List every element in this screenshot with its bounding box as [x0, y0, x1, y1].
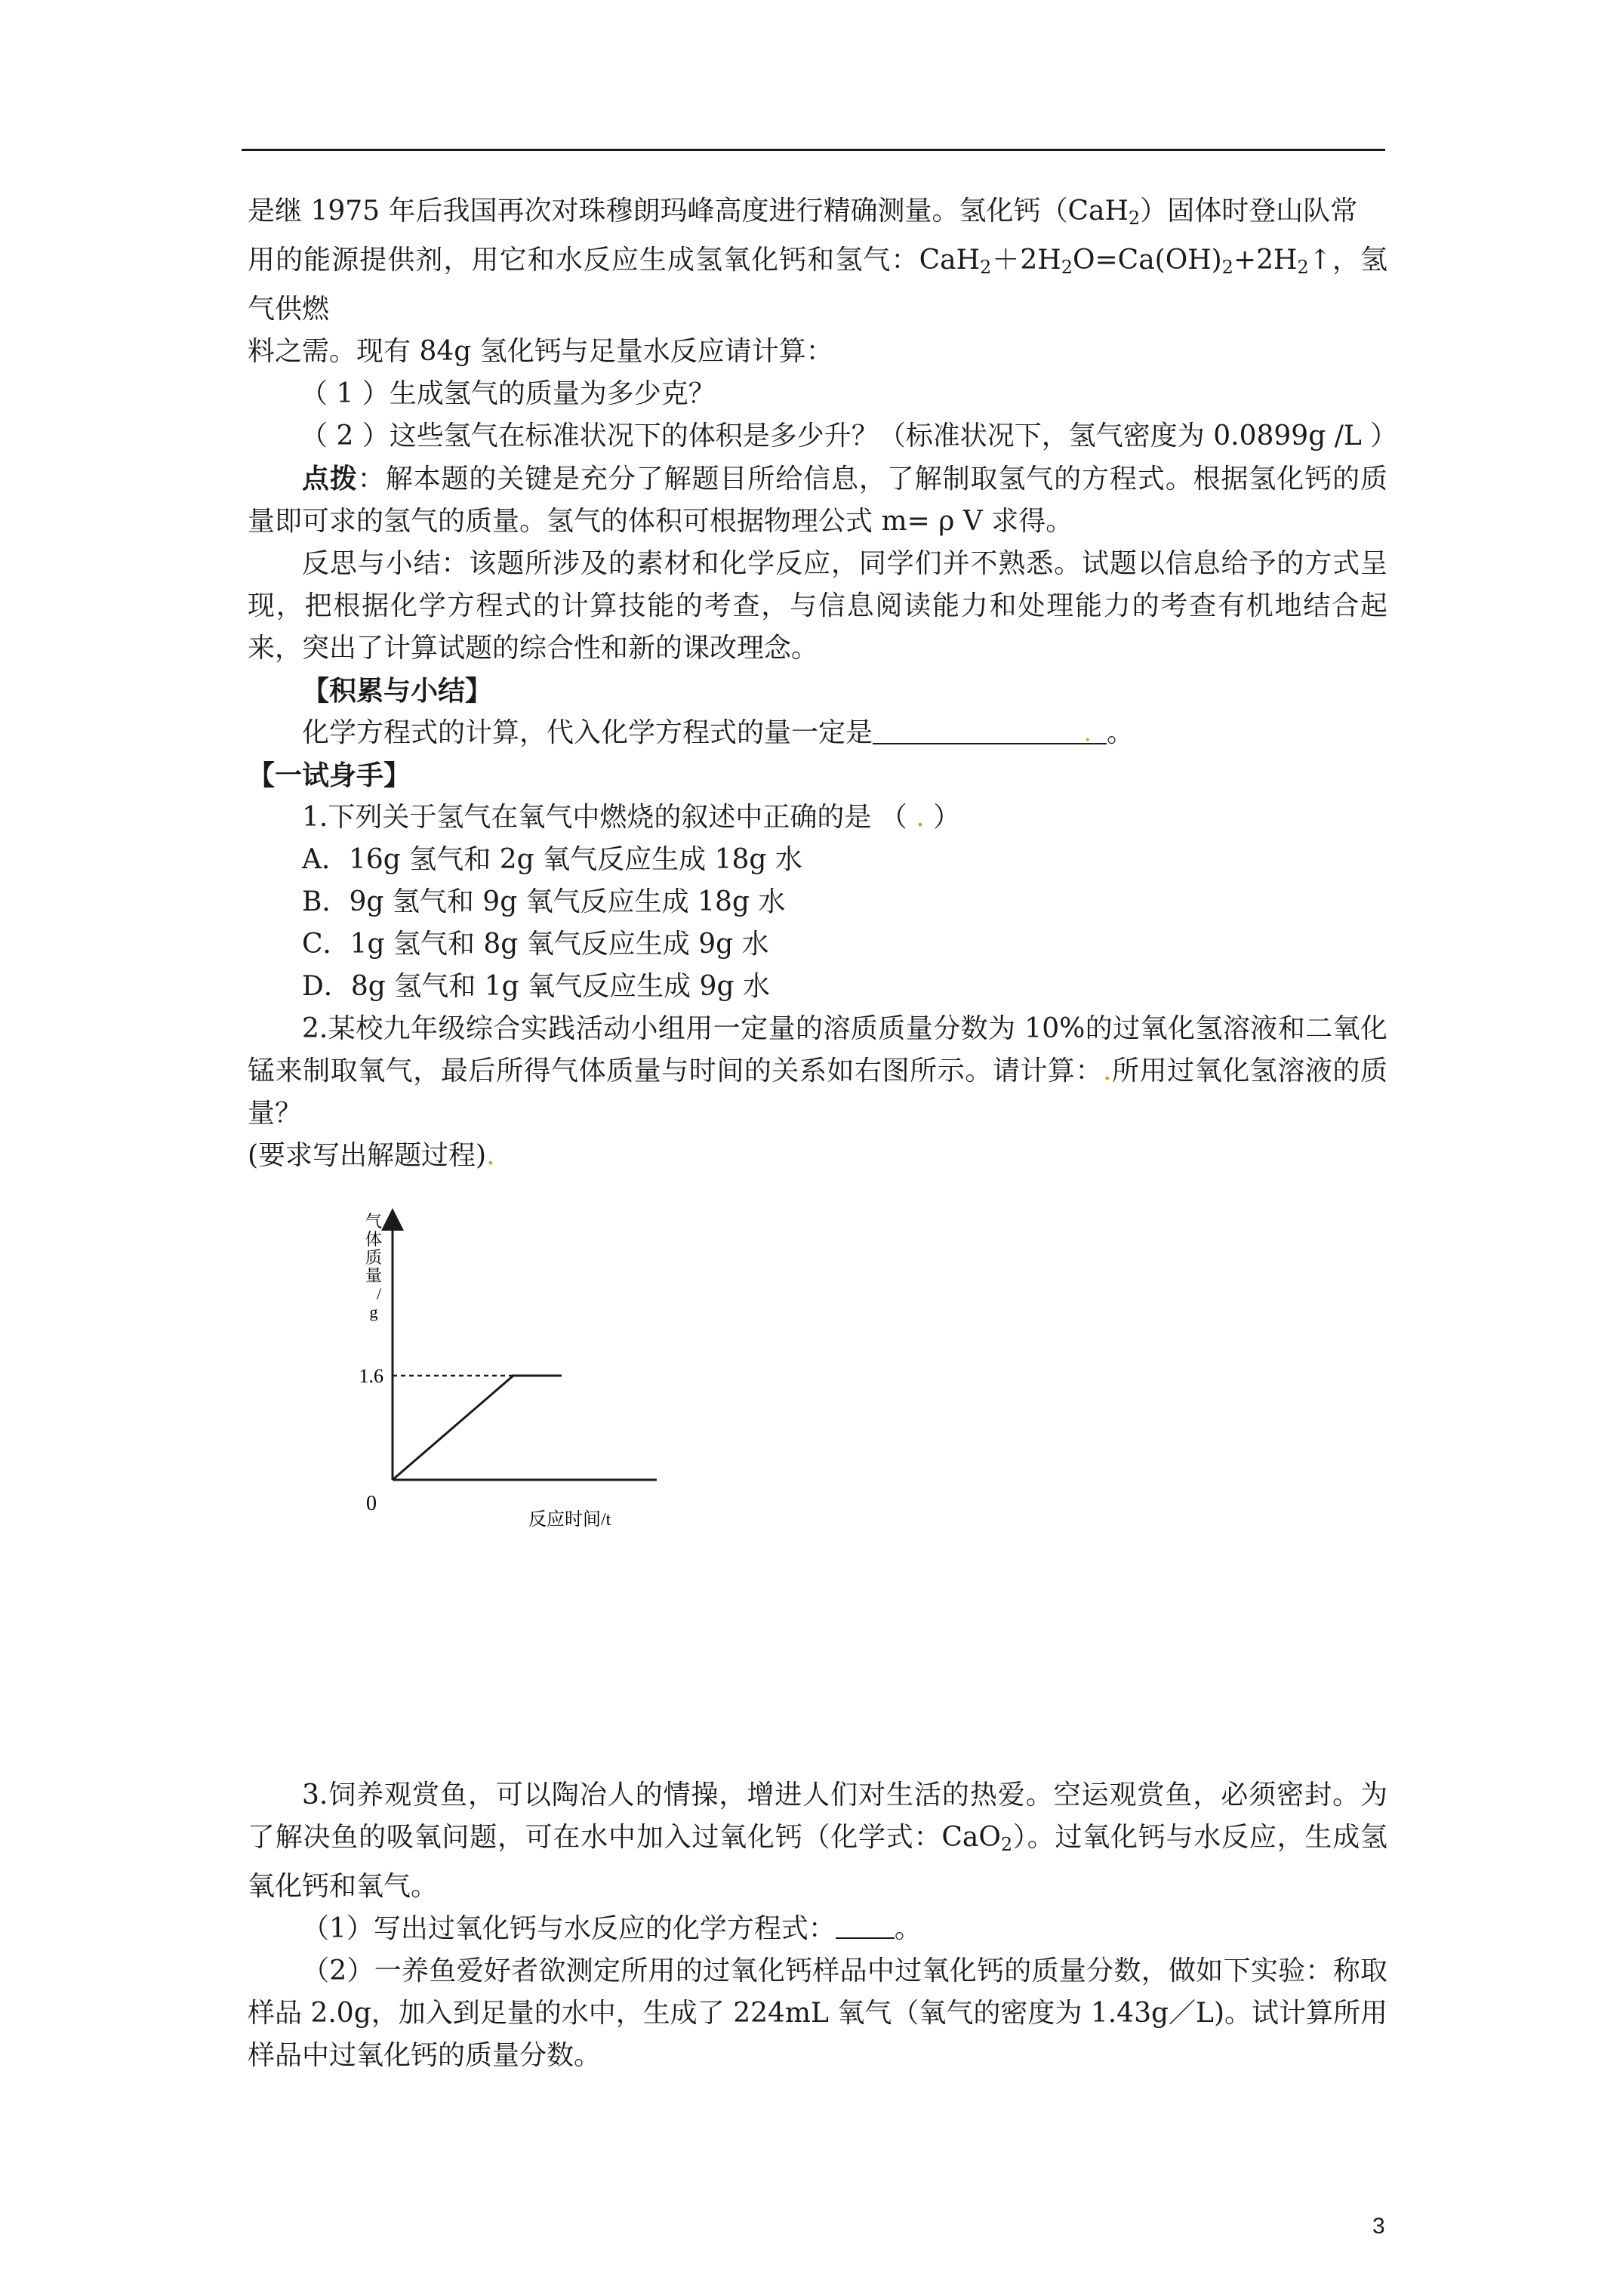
q3-part-1-blank[interactable] [836, 1915, 895, 1939]
reflection-paragraph: 反思与小结：该题所涉及的素材和化学反应，同学们并不熟悉。试题以信息给予的方式呈现，把根据化学方程式的计算技能的考查，与信息阅读能力和处理能力的考查有机地结合起来，突出了计算试题的综合性和新的课改理念。 [248, 548, 1387, 664]
summary-blank[interactable]: . [873, 717, 1107, 744]
origin-label: 0 [366, 1492, 377, 1515]
y-axis-label [365, 1212, 382, 1321]
hint-paragraph: 点拨：解本题的关键是充分了解题目所给信息，了解制取氢气的方程式。根据氢化钙的质量即可求的氢气的质量。氢气的体积可根据物理公式 m= ρ V 求得。 [248, 463, 1387, 537]
y-axis-label-char: 量 [365, 1266, 383, 1285]
y-axis-label-char: 气 [365, 1212, 383, 1231]
y-axis-label-char: g [369, 1302, 378, 1321]
intro-line-1: 是继 1975 年后我国再次对珠穆朗玛峰高度进行精确测量。氢化钙（CaH$_2$）固体时登山队常 [248, 196, 1358, 229]
intro-line-2: 用的能源提供剂，用它和水反应生成氢氧化钙和氢气：$CaH_2+2H_2O=Ca(OH)_2+2H_2↑$，氢气供燃 [248, 245, 1387, 325]
practice-q2-stem: 2.某校九年级综合实践活动小组用一定量的溶质质量分数为 10%的过氧化氢溶液和二氧化锰来制取氧气，最后所得气体质量与时间的关系如右图所示。请计算：.所用过氧化氢溶液的质量？ [248, 1013, 1387, 1129]
summary-line: 化学方程式的计算，代入化学方程式的量一定是 . 。 [302, 717, 1135, 748]
q3-part-2: （2）一养鱼爱好者欲测定所用的过氧化钙样品中过氧化钙的质量分数，做如下实验：称取样品 2.0g，加入到足量的水中，生成了 224mL 氧气（氧气的密度为 1.43g／L)。试计算所用样品中过氧化钙的质量分数。 [248, 1955, 1387, 2071]
series-line [393, 1376, 562, 1480]
page-body [248, 190, 1398, 1177]
summary-heading: 【积累与小结】 [302, 675, 493, 707]
practice-q1-option-c: C．1g 氢气和 8g 氧气反应生成 9g 水 [302, 929, 769, 960]
page-number: 3 [1372, 2214, 1385, 2239]
gas-mass-time-chart [340, 1204, 679, 1529]
practice-q1-stem: 1.下列关于氢气在氧气中燃烧的叙述中正确的是 （ . ） [302, 802, 961, 833]
q3-part-1: （1）写出过氧化钙与水反应的化学方程式： 。 [302, 1913, 922, 1944]
practice-q1-option-a: A．16g 氢气和 2g 氧气反应生成 18g 水 [302, 844, 802, 875]
y-axis-label-char: / [376, 1284, 382, 1303]
practice-q2-note: (要求写出解题过程). [248, 1140, 495, 1171]
practice-q1-option-d: D．8g 氢气和 1g 氧气反应生成 9g 水 [302, 971, 770, 1002]
intro-line-3: 料之需。现有 84g 氢化钙与足量水反应请计算： [248, 336, 833, 367]
header-rule [242, 149, 1385, 151]
practice-heading: 【一试身手】 [248, 760, 411, 791]
y-axis-label-char: 质 [365, 1248, 383, 1267]
practice-q1-option-b: B．9g 氢气和 9g 氧气反应生成 18g 水 [302, 886, 786, 917]
y-axis-label-char: 体 [365, 1230, 383, 1249]
intro-question-1: （ 1 ）生成氢气的质量为多少克？ [300, 378, 716, 409]
hint-label: 点拨 [302, 463, 358, 495]
q3-stem: 3.饲养观赏鱼，可以陶冶人的情操，增进人们对生活的热爱。空运观赏鱼，必须密封。为了解决鱼的吸氧问题，可在水中加入过氧化钙（化学式：CaO$_2$）。过氧化钙与水反应，生成氢氧化钙和氧气。 [248, 1780, 1387, 1902]
intro-question-2: （ 2 ）这些氢气在标准状况下的体积是多少升？（标准状况下，氢气密度为 0.0899g /L ） [300, 421, 1398, 451]
x-axis-label: 反应时间/t [528, 1510, 611, 1529]
question-3 [248, 1774, 1387, 2077]
y-tick-label: 1.6 [359, 1365, 383, 1387]
